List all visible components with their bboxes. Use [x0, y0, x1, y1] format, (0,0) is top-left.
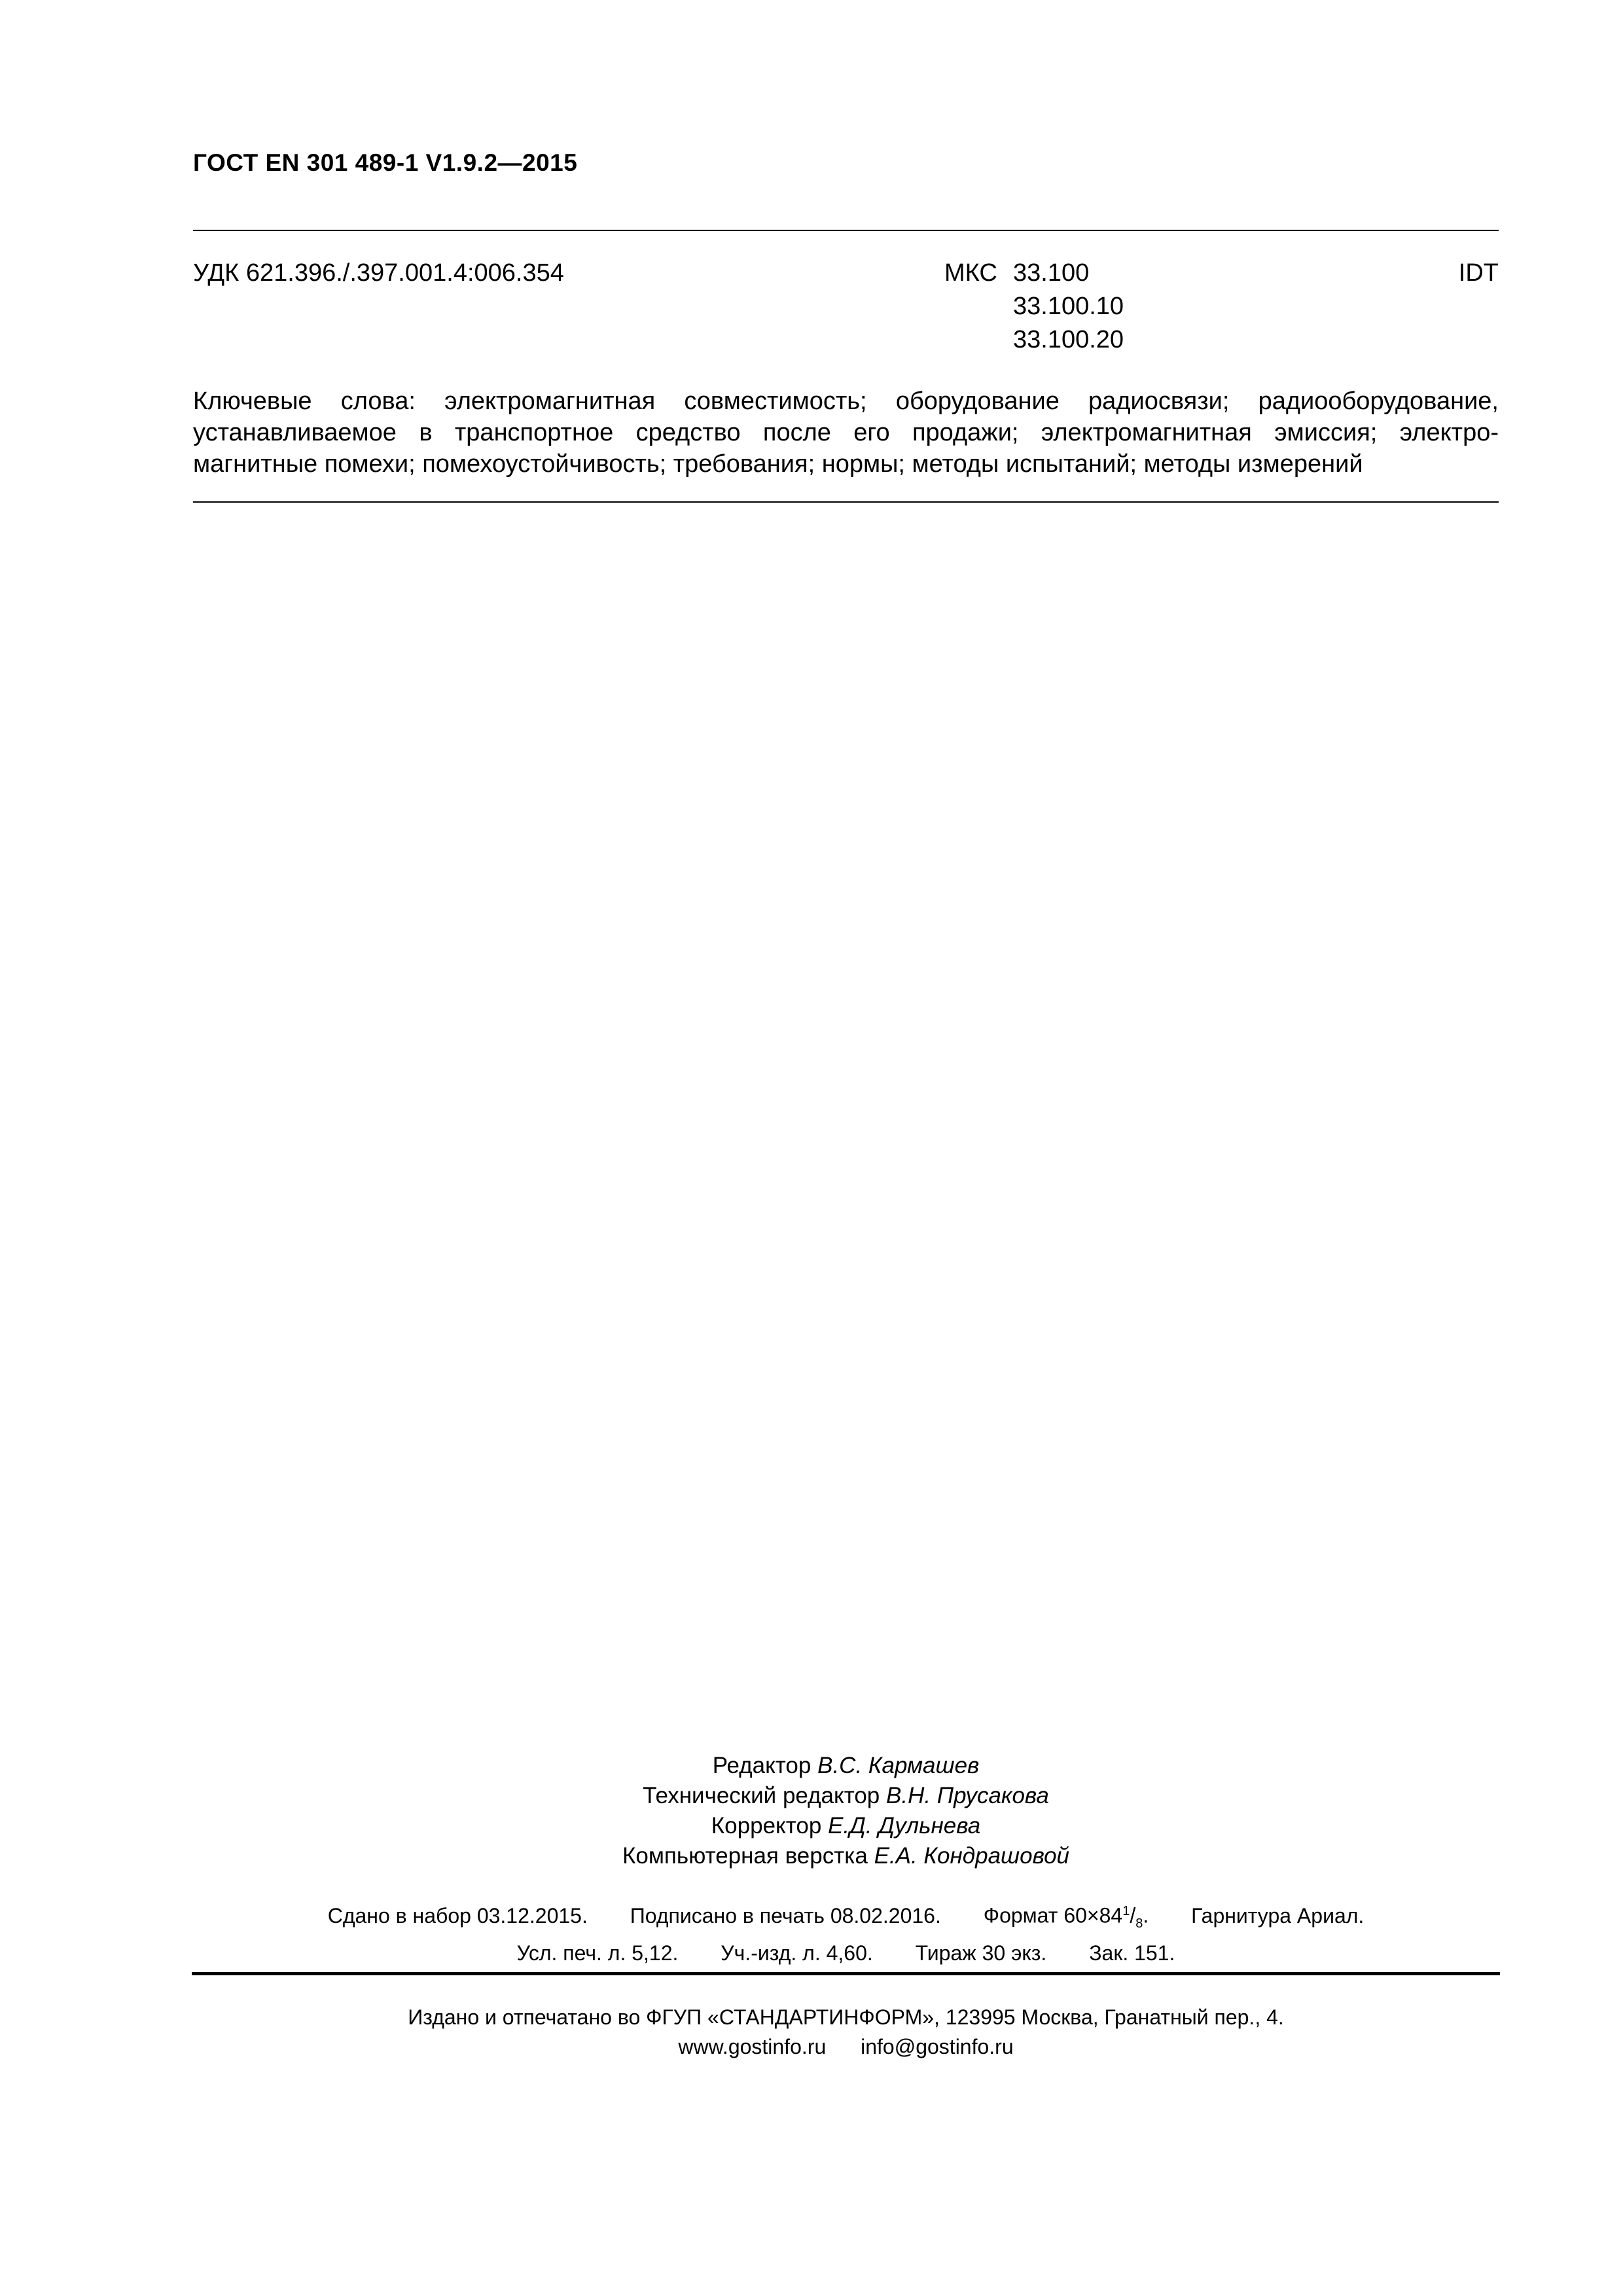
document-header: ГОСТ EN 301 489-1 V1.9.2—2015 [193, 149, 578, 176]
keywords-line: Ключевые слова: электромагнитная совместимость; оборудование радиосвязи; радиооборудование, [193, 387, 1499, 415]
mks-label: МКС [944, 259, 997, 287]
credit-role: Редактор [712, 1753, 812, 1778]
credit-role: Корректор [711, 1813, 822, 1839]
credit-proofreader [193, 1811, 1499, 1841]
publisher-divider [192, 1972, 1500, 1975]
credit-name: Е.А. Кондрашовой [874, 1843, 1070, 1869]
format-slash: / [1130, 1903, 1136, 1928]
format-suffix: . [1143, 1903, 1149, 1928]
publisher-line: Издано и отпечатано во ФГУП «СТАНДАРТИНФОРМ», 123995 Москва, Гранатный пер., 4. [408, 2005, 1284, 2029]
credit-role: Компьютерная верстка [622, 1843, 868, 1869]
print-info-row [193, 1897, 1499, 1939]
credit-name: В.Н. Прусакова [886, 1783, 1049, 1808]
credit-role: Технический редактор [643, 1783, 880, 1808]
typeface: Гарнитура Ариал. [1191, 1903, 1364, 1928]
udk-code: УДК 621.396./.397.001.4:006.354 [193, 259, 564, 287]
publisher-email: info@gostinfo.ru [861, 2035, 1014, 2058]
keywords-line: магнитные помехи; помехоустойчивость; требования; нормы; методы испытаний; методы измерений [193, 450, 1363, 478]
format-numerator: 1 [1122, 1904, 1130, 1918]
credit-editor [193, 1751, 1499, 1781]
circulation: Тираж 30 экз. [915, 1941, 1047, 1965]
print-info-block [193, 1897, 1499, 1968]
mks-codes [1013, 257, 1124, 357]
mks-code: 33.100 [1013, 259, 1090, 287]
order-number: Зак. 151. [1089, 1941, 1175, 1965]
credit-layout [193, 1841, 1499, 1871]
mks-code: 33.100.10 [1013, 293, 1124, 320]
publisher-sheets: Уч.-изд. л. 4,60. [721, 1941, 873, 1965]
credit-name: В.С. Кармашев [817, 1753, 980, 1778]
top-divider [193, 230, 1499, 231]
credit-name: Е.Д. Дульнева [828, 1813, 981, 1839]
publisher-website: www.gostinfo.ru [678, 2035, 827, 2058]
keywords-divider [193, 501, 1499, 503]
print-sheets: Усл. печ. л. 5,12. [516, 1941, 679, 1965]
publisher-contacts [193, 2032, 1499, 2062]
credits-block [193, 1751, 1499, 1871]
keywords-line: устанавливаемое в транспортное средство после его продажи; электромагнитная эмиссия; электро- [193, 419, 1499, 446]
credit-technical-editor [193, 1781, 1499, 1811]
signed-date: Подписано в печать 08.02.2016. [630, 1903, 941, 1928]
publisher-block [193, 2003, 1499, 2062]
typeset-date: Сдано в набор 03.12.2015. [327, 1903, 588, 1928]
format-prefix: Формат 60×84 [983, 1903, 1123, 1928]
mks-code: 33.100.20 [1013, 326, 1124, 353]
format-denominator: 8 [1135, 1916, 1143, 1931]
conformity-degree: IDT [1458, 259, 1499, 287]
paper-format [984, 1897, 1149, 1939]
keywords-paragraph [193, 386, 1499, 480]
print-info-row [193, 1939, 1499, 1968]
